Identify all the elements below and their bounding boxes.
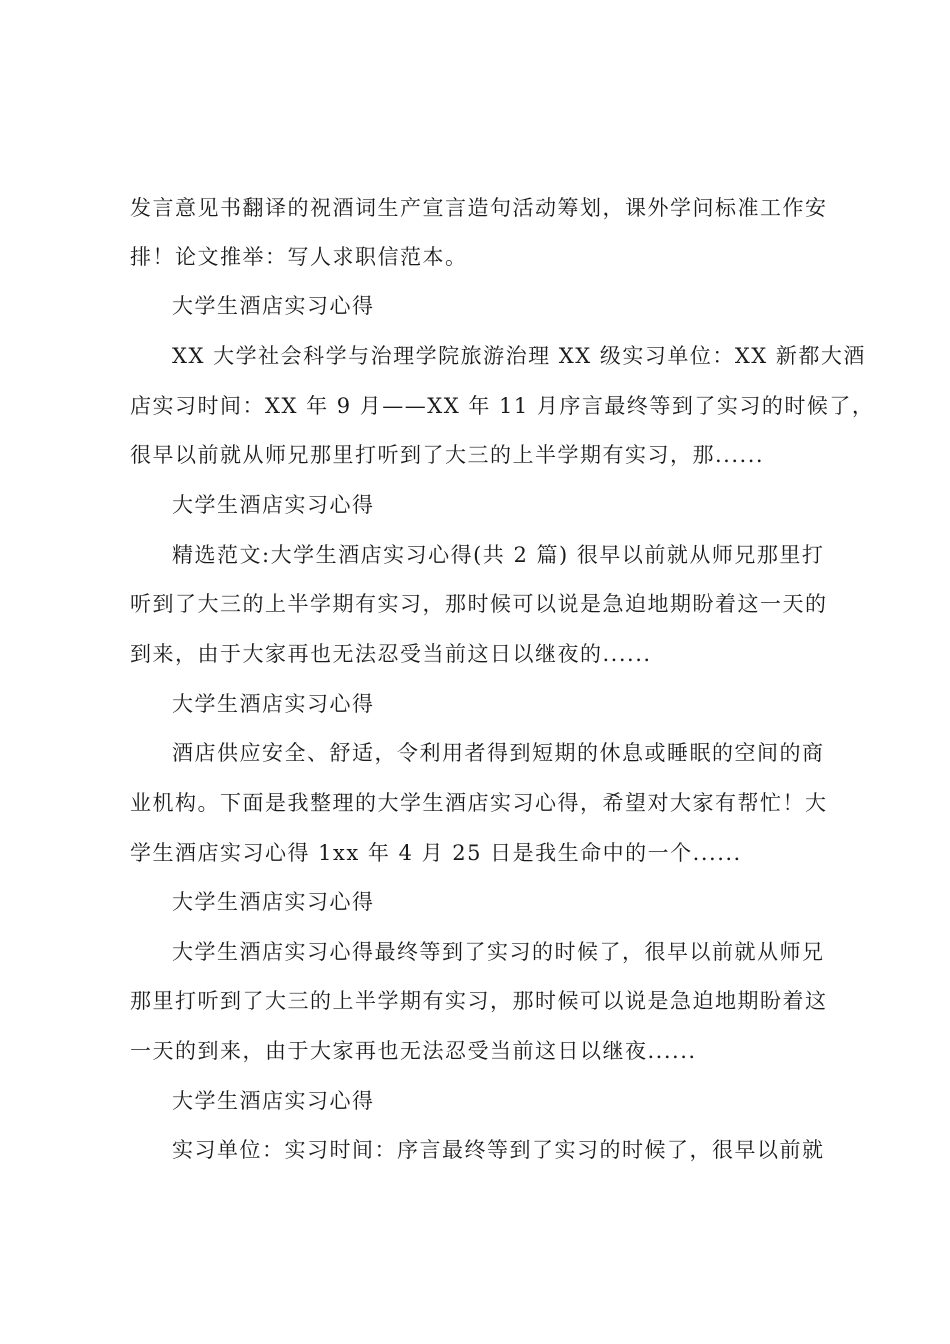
body-text-line: 发言意见书翻译的祝酒词生产宣言造句活动筹划，课外学问标准工作安 [130, 196, 828, 220]
paragraph-first-line: 大学生酒店实习心得最终等到了实习的时候了，很早以前就从师兄 [172, 940, 825, 964]
section-heading: 大学生酒店实习心得 [172, 890, 375, 914]
body-text-line: 那里打听到了大三的上半学期有实习，那时候可以说是急迫地期盼着这 [130, 989, 828, 1013]
section-heading: 大学生酒店实习心得 [172, 493, 375, 517]
section-heading: 大学生酒店实习心得 [172, 294, 375, 318]
body-text-line: 很早以前就从师兄那里打听到了大三的上半学期有实习，那...... [130, 443, 765, 467]
body-text-line: 店实习时间：XX 年 9 月——XX 年 11 月序言最终等到了实习的时候了， [130, 394, 875, 418]
body-text-line: 业机构。下面是我整理的大学生酒店实习心得，希望对大家有帮忙！大 [130, 791, 828, 815]
section-heading: 大学生酒店实习心得 [172, 1089, 375, 1113]
body-text-line: 一天的到来，由于大家再也无法忍受当前这日以继夜...... [130, 1039, 697, 1063]
paragraph-first-line: 精选范文:大学生酒店实习心得(共 2 篇) 很早以前就从师兄那里打 [172, 543, 825, 567]
body-text-line: 排！论文推举：写人求职信范本。 [130, 245, 468, 269]
paragraph-first-line: 实习单位：实习时间：序言最终等到了实习的时候了，很早以前就 [172, 1138, 825, 1162]
body-text-line: 学生酒店实习心得 1xx 年 4 月 25 日是我生命中的一个...... [130, 841, 742, 865]
body-text-line: 到来，由于大家再也无法忍受当前这日以继夜的...... [130, 642, 652, 666]
section-heading: 大学生酒店实习心得 [172, 692, 375, 716]
body-text-line: 听到了大三的上半学期有实习，那时候可以说是急迫地期盼着这一天的 [130, 592, 828, 616]
paragraph-first-line: XX 大学社会科学与治理学院旅游治理 XX 级实习单位：XX 新都大酒 [172, 344, 866, 368]
paragraph-first-line: 酒店供应安全、舒适，令利用者得到短期的休息或睡眠的空间的商 [172, 741, 825, 765]
